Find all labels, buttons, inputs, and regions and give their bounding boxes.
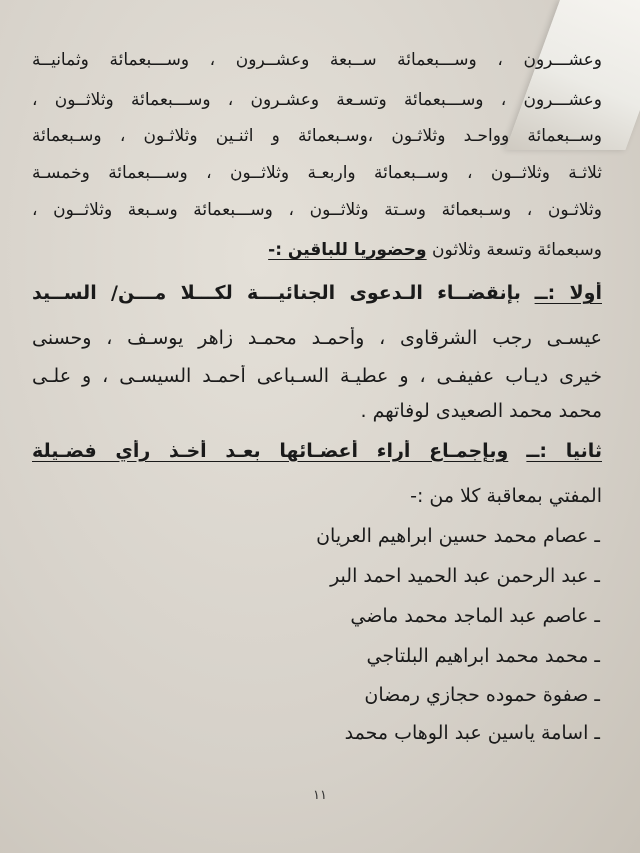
body-line-2: وعشـــرون ، وســـبعمائة وتسـعة وعشـرون ، وســـبعمائة وثلاثــون ، [32, 90, 602, 110]
defendant-5: ـ صفوة حموده حجازي رمضان [364, 684, 600, 706]
body-line-6 [32, 240, 602, 260]
first-names-line-1: عيسـى رجب الشرقاوى ، وأحمـد محمـد زاهر يوسـف ، وحسنى [32, 327, 602, 349]
body-line-4: ثلاثـة وثلاثــون ، وســبعمائة واربعـة وثلاثــون ، وســـبعمائة وخمسـة [32, 163, 602, 183]
first-names-line-3: محمد محمد الصعيدى لوفاتهم . [360, 400, 602, 422]
defendant-6: ـ اسامة ياسين عبد الوهاب محمد [344, 722, 600, 744]
body-line-3: وســبعمائة وواحـد وثلاثـون ،وسـبعمائة و اثنـين وثلاثـون ، وسـبعمائة [32, 126, 602, 146]
present-phrase: وحضوريا للباقين :- [268, 240, 427, 260]
first-names-line-2: خيرى ديـاب عفيفـى ، و عطيـة السـباعى أحمـد السيسـى ، و علـى [32, 365, 602, 387]
second-verdict-line [32, 440, 602, 462]
defendant-3: ـ عاصم عبد الماجد محمد ماضي [350, 605, 600, 627]
second-verdict-text: وبإجمـاع أراء أعضـائها بعـد أخـذ رأي فضـيلة [32, 440, 509, 462]
mufti-line: المفتي بمعاقبة كلا من :- [410, 485, 602, 507]
first-verdict-line [32, 282, 602, 304]
defendant-4: ـ محمد محمد ابراهيم البلتاجي [366, 645, 600, 667]
last-line-text: وسبعمائة وتسعة وثلاثون [432, 240, 602, 260]
first-heading: أولا :ــ [534, 282, 602, 304]
defendant-1: ـ عصام محمد حسين ابراهيم العريان [316, 525, 600, 547]
defendant-2: ـ عبد الرحمن عبد الحميد احمد البر [330, 565, 600, 587]
page-number: ١١ [313, 788, 327, 803]
body-line-5: وثلاثـون ، وسـبعمائة وسـتة وثلاثــون ، وســـبعمائة وسـبعة وثلاثــون ، [32, 200, 602, 220]
body-line-1: وعشـــرون ، وســـبعمائة ســبعة وعشــرون ، وســـبعمائة وثمانيــة [32, 50, 602, 70]
second-heading: ثانيا :ــ [526, 440, 602, 462]
first-verdict-text: بإنقضــاء الـدعوى الجنائيـــة لكـــلا مـــن/ الســيد [32, 282, 521, 304]
